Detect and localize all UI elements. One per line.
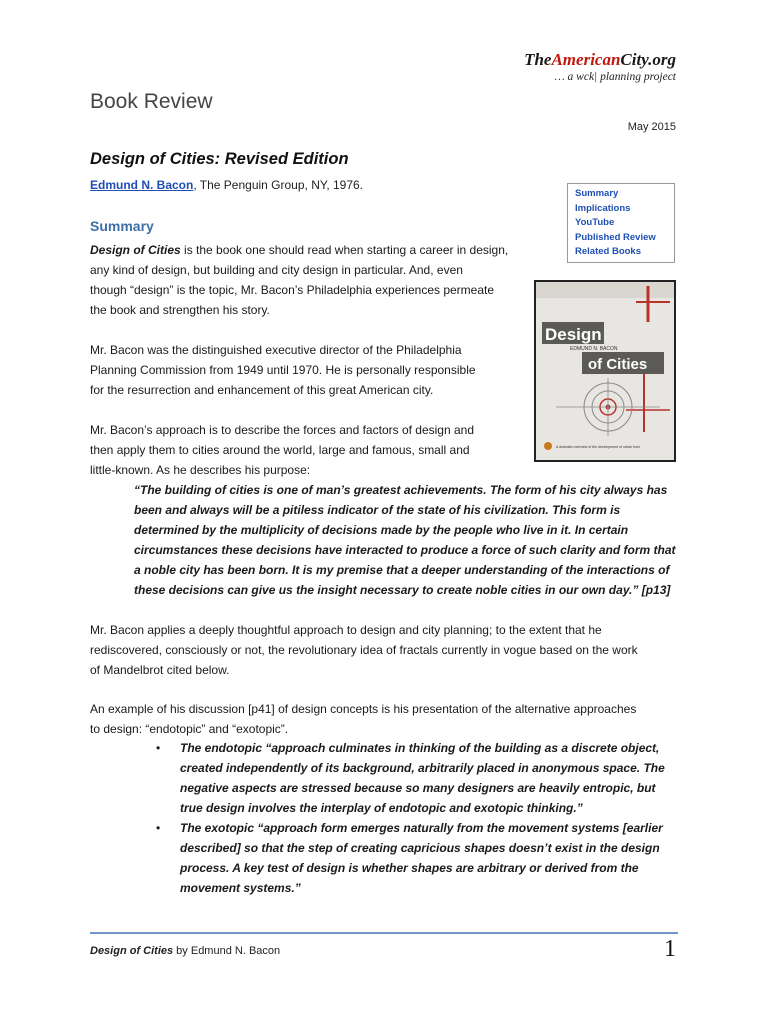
summary-paragraph-4: Mr. Bacon applies a deeply thoughtful approach to design and city planning; to the extent that he rediscovered, consciously or not, the revolutionary idea of fractals currently in vogue based on the work of Mandelbrot cited below. <box>90 623 638 677</box>
publication-date: May 2015 <box>627 121 676 133</box>
book-title: Design of Cities: Revised Edition <box>90 150 349 168</box>
list-item <box>150 738 680 818</box>
toc-link-related-books[interactable]: Related Books <box>575 246 641 257</box>
site-title-mid: American <box>551 50 621 69</box>
publisher-text: , The Penguin Group, NY, 1976. <box>193 178 364 192</box>
cover-caption: A dramatic overview of the development of urban form <box>556 445 640 449</box>
cover-author: EDMUND N. BACON <box>570 346 618 352</box>
site-tagline: … a wck| planning project <box>554 71 676 83</box>
block-quote: “The building of cities is one of man’s greatest achievements. The form of his city always has been and always will be a pitiless indicator of the state of his civilization. This form is determined by the multiplicity of decisions made by the people who live in it. In certain circumstances these decisions have interacted to produce a force of such clarity and form that a noble city has been born. It is my premise that a deeper understanding of the interactions of these decisions can give us the insight necessary to create noble cities in our own day.” [p13] <box>134 483 676 597</box>
toc-link-summary[interactable]: Summary <box>575 188 619 199</box>
book-cover-image <box>534 280 676 462</box>
site-title-suffix: City.org <box>620 50 676 69</box>
author-link[interactable]: Edmund N. Bacon <box>90 178 194 192</box>
toc-link-implications[interactable]: Implications <box>575 202 631 214</box>
summary-paragraph-3: Mr. Bacon’s approach is to describe the forces and factors of design and then apply them to cities around the world, large and famous, small and little-known. As he describes his purpose: <box>90 423 474 477</box>
summary-paragraph-2: Mr. Bacon was the distinguished executive director of the Philadelphia Planning Commission from 1949 until 1970. He is personally responsible for the resurrection and enhancement of this great American city. <box>90 343 476 397</box>
bullet-text: The exotopic “approach form emerges naturally from the movement systems [earlier described] so that the step of creating capricious shapes doesn’t exist in the design process. A key test of design is whether shapes are arbitrary or derived from the movement systems.” <box>180 821 663 895</box>
cover-title-line1: Design <box>545 325 602 344</box>
summary-paragraph-5: An example of his discussion [p41] of design concepts is his presentation of the alternative approaches to design: “endotopic” and “exotopic”. <box>90 702 637 736</box>
page-heading: Book Review <box>90 90 213 113</box>
toc-link-published-review[interactable]: Published Review <box>575 231 656 243</box>
summary-heading: Summary <box>90 218 154 234</box>
book-cover-art <box>536 282 674 460</box>
design-approaches-list <box>150 738 680 898</box>
table-of-contents <box>567 183 675 263</box>
page-number: 1 <box>664 936 676 962</box>
site-title[interactable] <box>524 50 676 70</box>
site-title-prefix: The <box>524 50 552 69</box>
footer-title: Design of Cities by Edmund N. Bacon <box>90 945 281 957</box>
book-title-inline: Design of Cities <box>90 243 181 257</box>
bullet-marker: • <box>156 821 161 835</box>
bullet-text: The endotopic “approach culminates in thinking of the building as a discrete object, created independently of its background, arbitrarily placed in anonymous space. The negative aspects are stressed because so many designers are heavily entropic, but true design involves the interplay of endotopic and exotopic thinking.” <box>180 741 665 815</box>
footer-divider <box>90 932 678 934</box>
list-item <box>150 818 680 898</box>
cover-title-line2: of Cities <box>588 356 648 373</box>
book-citation <box>90 178 363 192</box>
bullet-marker: • <box>156 741 161 755</box>
summary-paragraph-1: Design of Cities is the book one should read when starting a career in design, any kind of design, but building and city design in particular. And, even though “design” is the topic, Mr. Bacon’s Philadelphia experiences permeate the book and strengthen his story. <box>90 243 509 317</box>
toc-link-youtube[interactable]: YouTube <box>575 217 615 228</box>
